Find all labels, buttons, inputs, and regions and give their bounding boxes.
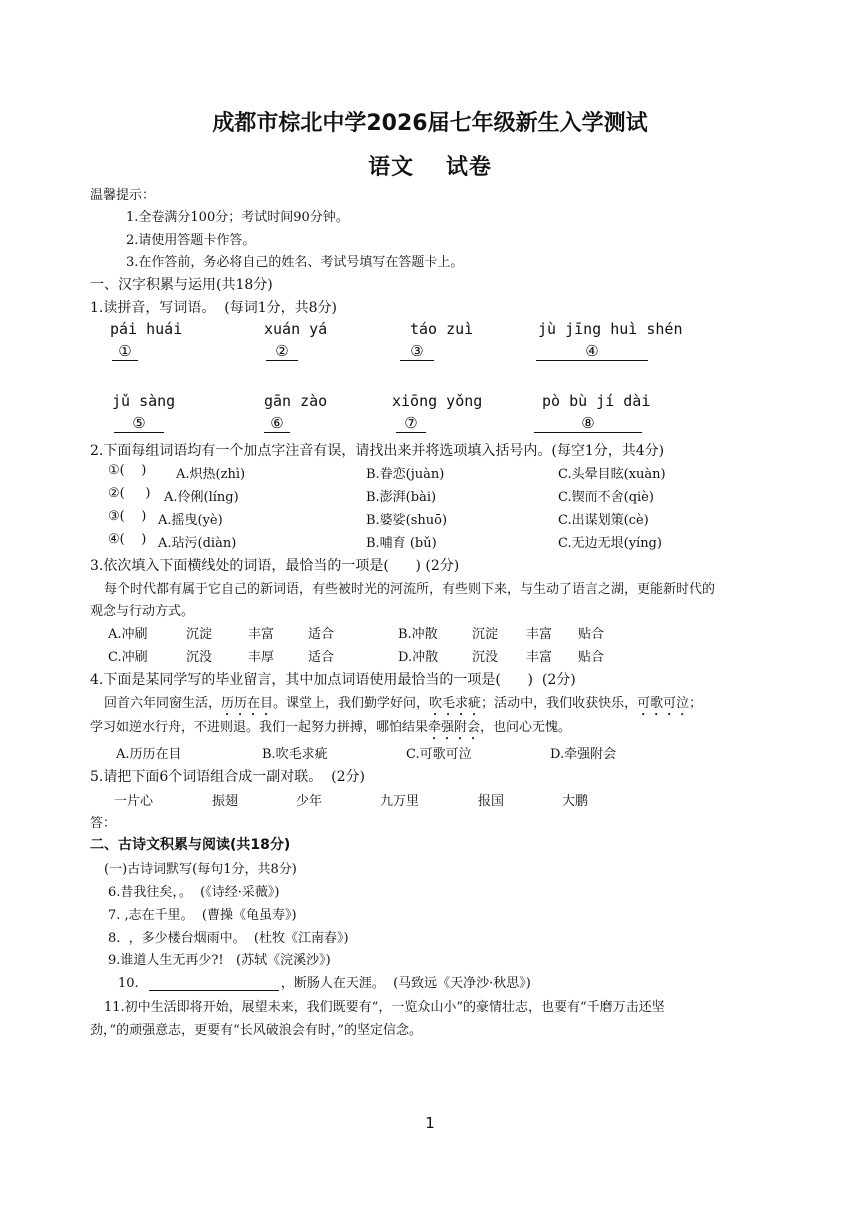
question-stem: 5.请把下面6个词语组合成一副对联。 (2分) [90,769,365,785]
option-a: A.玷污(diàn) [158,536,237,551]
option-word: 丰富 [526,627,553,642]
option-word: 丰富 [248,627,275,642]
option-c: C.锲而不舍(qiè) [558,490,654,505]
couplet-word: 大鹏 [562,794,589,809]
dotted-word: 历历在目 [221,696,274,711]
option-a: A.摇曳(yè) [158,513,223,528]
option-a: A.伶俐(líng) [164,490,239,505]
option-label: D.冲散 [398,650,439,665]
question-stem: 2.下面每组词语均有一个加点字注音有误，请找出来并将选项填入括号内。(每空1分，共4分) [90,443,665,459]
option-label: C.冲刷 [108,650,148,665]
poem-item: 7. ,志在千里。 (曹操《龟虽寿》) [108,908,297,923]
passage-segment: ，也问心无愧。 [480,720,572,735]
option-word: 沉淀 [472,627,499,642]
pinyin: xuán yá [264,320,328,338]
passage-segment: 。课堂上，我们勤学好问， [273,696,430,711]
option-label: B.吹毛求疵 [262,747,328,762]
dotted-word: 可歌可泣 [637,696,690,711]
answer-blank[interactable]: ⑥ [264,414,290,433]
option-word: 沉淀 [186,627,213,642]
pinyin: gān zào [264,392,328,410]
couplet-word: 一片心 [114,794,154,809]
pinyin: pái huái [110,320,183,338]
exam-title: 成都市棕北中学2026届七年级新生入学测试 [212,111,648,136]
option-label: A.历历在目 [116,747,182,762]
tip-item: 1.全卷满分100分；考试时间90分钟。 [126,210,349,225]
option-c: C.出谋划策(cè) [558,513,649,528]
option-a: A.炽热(zhì) [176,467,246,482]
passage-segment: 回首六年同窗生活， [104,696,222,711]
passage-segment: ； [689,696,703,711]
answer-blank[interactable]: ⑧ [534,414,642,433]
poem-item: 6.昔我往矣，。 (《诗经·采薇》) [108,885,280,900]
question-stem: 3.依次填入下面横线处的词语，最恰当的一项是( ) (2分) [90,558,460,574]
option-label: A.冲刷 [108,627,148,642]
option-word: 适合 [308,627,335,642]
poem-item: 9.谁道人生无再少?! (苏轼《浣溪沙》) [108,953,331,968]
dotted-word: 吹毛求疵 [429,696,482,711]
page-number: 1 [425,1114,435,1132]
option-word: 丰富 [526,650,553,665]
subsection-heading: (一)古诗词默写(每句1分，共8分) [104,862,297,877]
pinyin: táo zuì [410,320,474,338]
poem-item: 8. ，多少楼台烟雨中。 (杜牧《江南春》) [108,931,349,946]
tip-item: 2.请使用答题卡作答。 [126,233,256,248]
couplet-word: 少年 [296,794,323,809]
option-word: 贴合 [578,650,605,665]
option-word: 沉没 [472,650,499,665]
answer-blank[interactable] [149,976,279,991]
option-word: 沉没 [186,650,213,665]
option-label: D.牵强附会 [550,747,617,762]
option-word: 贴合 [578,627,605,642]
answer-blank[interactable]: ⑦ [396,414,426,433]
option-b: B.哺育 (bǔ) [366,536,437,551]
tip-item: 3.在作答前，务必将自己的姓名、考试号填写在答题卡上。 [126,255,464,270]
option-word: 适合 [308,650,335,665]
answer-blank[interactable]: ⑤ [114,414,164,433]
passage-text [104,692,702,719]
passage-text: 观念与行动方式。 [90,604,195,619]
poem-source: ，断肠人在天涯。 (马致远《天净沙·秋思》) [280,976,531,991]
dotted-word: 牵强附会 [428,720,481,735]
answer-paren[interactable]: ③( ) [108,509,147,524]
answer-blank[interactable]: ① [112,342,138,361]
answer-blank[interactable]: ④ [536,342,648,361]
couplet-word: 九万里 [380,794,420,809]
answer-blank[interactable]: ② [266,342,298,361]
option-b: B.澎湃(bài) [366,490,437,505]
pinyin: jǔ sàng [112,392,176,410]
couplet-word: 报国 [478,794,505,809]
option-word: 丰厚 [248,650,275,665]
answer-paren[interactable]: ②( ) [108,486,151,501]
pinyin: pò bù jí dài [542,392,651,410]
pinyin: jù jīng huì shén [538,320,683,338]
section-heading: 一、汉字积累与运用(共18分) [90,277,273,293]
pinyin: xiōng yǒng [392,392,483,410]
poem-item: 劲，”的顽强意志，更要有“长风破浪会有时，”的坚定信念。 [90,1023,422,1038]
passage-segment: 学习如逆水行舟，不进则退。我们一起努力拼搏，哪怕结果 [90,720,429,735]
passage-text [90,716,571,743]
answer-label: 答： [90,816,117,831]
option-b: B.眷恋(juàn) [366,467,445,482]
couplet-word: 振翅 [212,794,239,809]
answer-blank[interactable]: ③ [400,342,434,361]
answer-paren[interactable]: ④( ) [108,532,147,547]
option-label: B.冲散 [398,627,438,642]
poem-item: 11.初中生活即将开始，展望未来，我们既要有“，一览众山小”的豪情壮志，也要有“千磨万击还坚 [104,1000,665,1015]
item-number: 10. [118,976,139,991]
option-b: B.婆娑(shuō) [366,513,448,528]
question-stem: 1.读拼音，写词语。 (每词1分，共8分) [90,300,337,316]
exam-subtitle: 语文 试卷 [368,155,492,180]
section-heading: 二、古诗文积累与阅读(共18分) [90,837,291,853]
option-c: C.无边无垠(yíng) [558,536,662,551]
passage-segment: ；活动中，我们收获快乐， [481,696,638,711]
option-label: C.可歌可泣 [406,747,472,762]
poem-item [118,972,531,991]
answer-paren[interactable]: ①( ) [108,463,147,478]
question-stem: 4.下面是某同学写的毕业留言，其中加点词语使用最恰当的一项是( ) (2分) [90,672,576,688]
passage-text: 每个时代都有属于它自己的新词语，有些被时光的河流所，有些则下来，与生动了语言之湖，更能新时代的 [104,582,716,597]
option-c: C.头晕目眩(xuàn) [558,467,666,482]
tips-heading: 温馨提示： [90,188,156,203]
